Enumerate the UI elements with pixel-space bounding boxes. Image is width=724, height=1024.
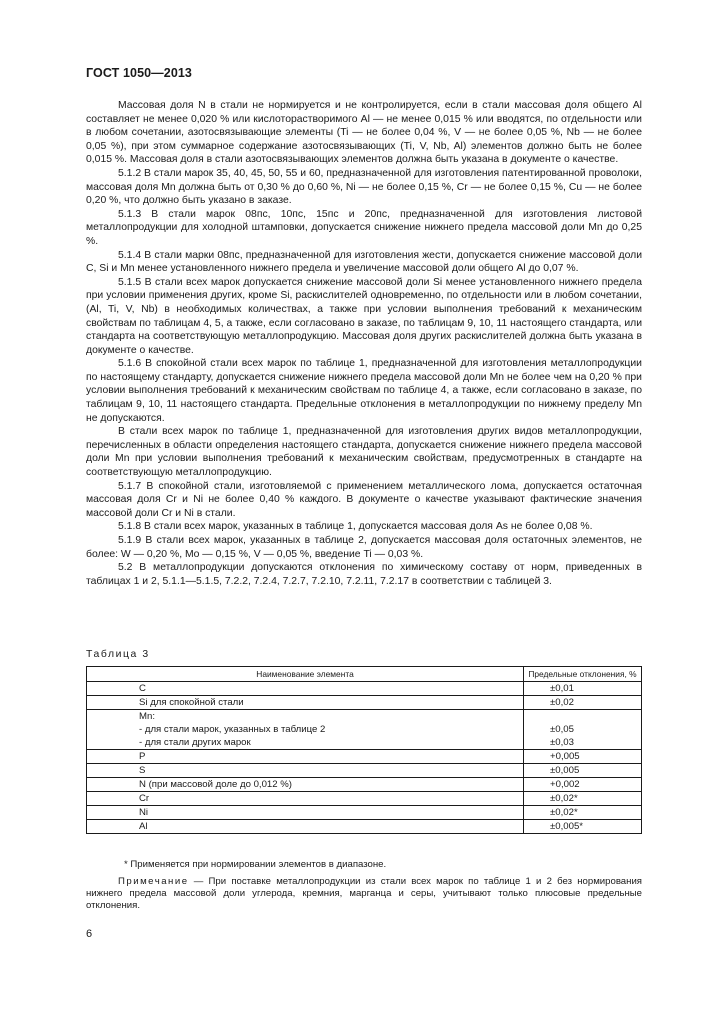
- table-row: [87, 682, 642, 696]
- paragraph: 5.1.3 В стали марок 08пс, 10пс, 15пс и 20пс, предназначенной для изготовления листовой металлопродукции для холодной штамповки, допускается снижение нижнего предела массовой доли Mn до 0,25 %.: [86, 208, 642, 247]
- paragraph: 5.2 В металлопродукции допускаются отклонения по химическому составу от норм, приведенных в таблицах 1 и 2, 5.1.1—5.1.5, 7.2.2, 7.2.4, 7.2.7, 7.2.10, 7.2.11, 7.2.17 в соответствии с таблицей 3.: [86, 562, 642, 587]
- deviation-cell: +0,002: [524, 778, 642, 792]
- deviation-cell: ±0,05: [524, 723, 642, 736]
- element-cell: - для стали других марок: [87, 736, 524, 750]
- page-number: 6: [86, 928, 93, 940]
- paragraph: В стали всех марок по таблице 1, предназначенной для изготовления других видов металлопродукции, перечисленных в области определения настоящего стандарта, допускается снижение нижнего предела массовой доли Mn при условии выполнения требований к механическим свойствам, предусмотренных в стандарте на соответствующую металлопродукцию.: [86, 426, 642, 479]
- column-header-deviation: Предельные отклонения, %: [524, 667, 642, 682]
- table-row: [87, 710, 642, 724]
- table-row: [87, 792, 642, 806]
- note-text: — При поставке металлопродукции из стали всех марок по таблице 1 и 2 без нормирования нижнего предела массовой доли углерода, кремния, марганца и серы, учитывают только плюсовые предельные отклонения.: [86, 876, 642, 911]
- deviation-cell: ±0,02*: [524, 806, 642, 820]
- table-row: [87, 723, 642, 736]
- table-row: [87, 778, 642, 792]
- column-header-element: Наименование элемента: [87, 667, 524, 682]
- element-cell: S: [87, 764, 524, 778]
- note-paragraph: [86, 876, 642, 912]
- table-row: [87, 764, 642, 778]
- table-row: [87, 696, 642, 710]
- paragraph: Массовая доля N в стали не нормируется и не контролируется, если в стали массовая доля общего Al составляет не менее 0,020 % или кислоторастворимого Al — не менее 0,015 % или вводятся, по отдельности или в любом сочетании, азотосвязывающие элементы (Ti — не более 0,04 %, V — не более 0,05 %, Nb — не более 0,05 %), при этом суммарное содержание азотосвязывающих (Ti, V, Nb, Al) элементов должно быть не более 0,015 %. Массовая доля в стали азотосвязывающих элементов должна быть указана в документе о качестве.: [86, 100, 642, 166]
- deviations-table: [86, 666, 642, 834]
- element-cell: Al: [87, 820, 524, 834]
- element-cell: Ni: [87, 806, 524, 820]
- paragraph: 5.1.7 В спокойной стали, изготовляемой с применением металлического лома, допускается остаточная массовая доля Cr и Ni не более 0,40 % каждого. В документе о качестве указывают фактические значения массовой доли Cr и Ni в стали.: [86, 480, 642, 519]
- paragraph: 5.1.8 В стали всех марок, указанных в таблице 1, допускается массовая доля As не более 0,08 %.: [118, 521, 593, 533]
- deviation-cell: [524, 710, 642, 724]
- element-cell: C: [87, 682, 524, 696]
- deviation-cell: ±0,03: [524, 736, 642, 750]
- paragraph: 5.1.6 В спокойной стали всех марок по таблице 1, предназначенной для изготовления металлопродукции по настоящему стандарту, допускается снижение нижнего предела массовой доли Mn не более чем на 0,20 % при условии выполнения требований к механическим свойствам по таблице 4, а также, если согласовано в заказе, по таблицам 9, 10, 11 настоящего стандарта. Предельные отклонения в металлопродукции по нижнему пределу Mn не допускаются.: [86, 358, 642, 424]
- deviation-cell: ±0,02*: [524, 792, 642, 806]
- element-cell: Cr: [87, 792, 524, 806]
- table-header-row: [87, 667, 642, 682]
- table-row: [87, 806, 642, 820]
- deviation-cell: ±0,005*: [524, 820, 642, 834]
- deviation-cell: ±0,01: [524, 682, 642, 696]
- paragraph: 5.1.2 В стали марок 35, 40, 45, 50, 55 и 60, предназначенной для изготовления патентированной проволоки, массовая доля Mn должна быть от 0,30 % до 0,60 %, Ni — не более 0,15 %, Cr — не более 0,15 %, Cu — не более 0,20 %, что должно быть указано в заказе.: [86, 167, 642, 207]
- paragraph: 5.1.5 В стали всех марок допускается снижение массовой доли Si менее установленного нижнего предела при условии применения других, кроме Si, раскислителей одновременно, по отдельности или в любом сочетании, (Al, Ti, V, Nb) в необходимых количествах, а также при условии выполнения требований к механическим свойствам по таблицам 4, 5, а также, если согласовано в заказе, по таблицам 9, 10, 11 настоящего стандарта, или стандарта на соответствующую металлопродукцию. Массовая доля других раскислителей должна быть указана в документе о качестве.: [86, 276, 642, 356]
- page-header-title: ГОСТ 1050—2013: [86, 66, 192, 80]
- note-label: Примечание: [118, 876, 189, 887]
- body-text: [86, 99, 642, 588]
- paragraph: 5.1.9 В стали всех марок, указанных в таблице 2, допускается массовая доля остаточных элементов, не более: W — 0,20 %, Mo — 0,15 %, V — 0,05 %, введение Ti — 0,03 %.: [86, 535, 642, 560]
- deviation-cell: +0,005: [524, 750, 642, 764]
- table-row: [87, 820, 642, 834]
- deviation-cell: ±0,02: [524, 696, 642, 710]
- paragraph: 5.1.4 В стали марки 08пс, предназначенной для изготовления жести, допускается снижение массовой доли C, Si и Mn менее установленного нижнего предела и увеличение массовой доли общего Al до 0,07 %.: [86, 249, 642, 275]
- element-cell: P: [87, 750, 524, 764]
- element-cell: N (при массовой доле до 0,012 %): [87, 778, 524, 792]
- element-cell: - для стали марок, указанных в таблице 2: [87, 723, 524, 736]
- table-row: [87, 736, 642, 750]
- table-row: [87, 750, 642, 764]
- table-footnote: * Применяется при нормировании элементов в диапазоне.: [124, 859, 387, 870]
- table-label: Таблица 3: [86, 649, 150, 660]
- element-cell: Si для спокойной стали: [87, 696, 524, 710]
- deviation-cell: ±0,005: [524, 764, 642, 778]
- table-note: [86, 876, 642, 912]
- element-cell: Mn:: [87, 710, 524, 724]
